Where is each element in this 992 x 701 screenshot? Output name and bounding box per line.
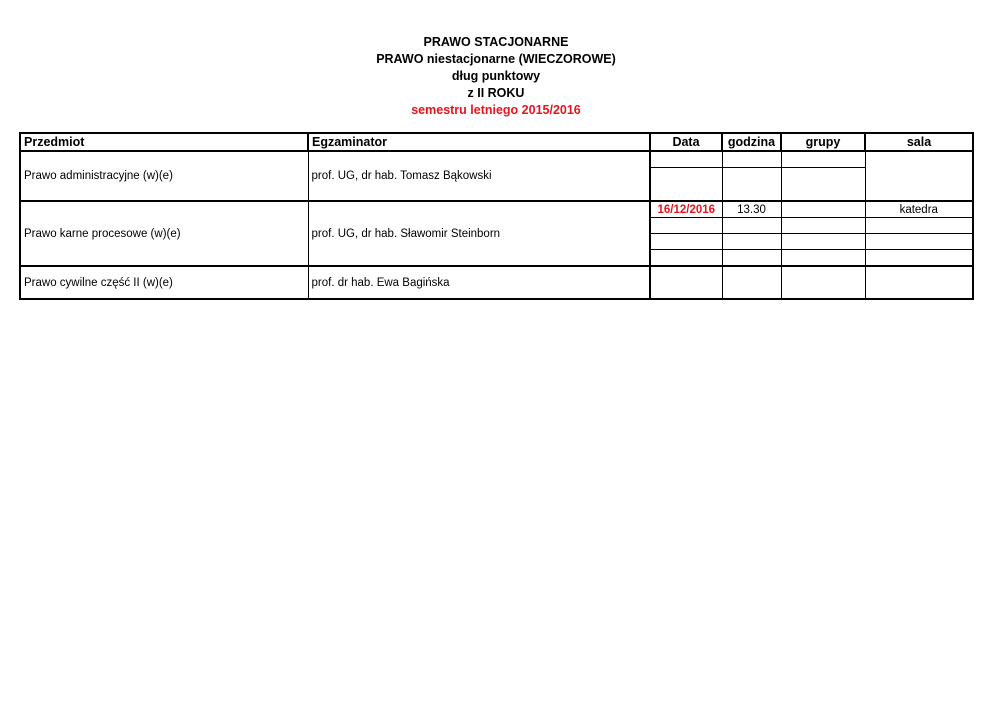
- date-cell: [650, 151, 722, 168]
- column-header-room: sala: [865, 133, 973, 151]
- table-row: [20, 266, 973, 299]
- column-header-date: Data: [650, 133, 722, 151]
- date-cell: 16/12/2016: [650, 201, 722, 218]
- title-line-1: PRAWO STACJONARNE: [423, 35, 569, 49]
- examiner-cell: prof. UG, dr hab. Sławomir Steinborn: [308, 201, 650, 266]
- time-cell: 13.30: [722, 201, 781, 218]
- column-header-groups: grupy: [781, 133, 865, 151]
- exam-schedule-table: [19, 132, 974, 300]
- semester-line: semestru letniego 2015/2016: [411, 103, 581, 117]
- date-cell: [650, 250, 722, 267]
- subject-cell: Prawo karne procesowe (w)(e): [20, 201, 308, 266]
- groups-cell: [781, 151, 865, 168]
- groups-cell: [781, 218, 865, 234]
- column-header-examiner: Egzaminator: [308, 133, 650, 151]
- groups-cell: [781, 234, 865, 250]
- title-line-4: z II ROKU: [467, 86, 525, 100]
- date-cell: [650, 168, 722, 201]
- examiner-cell: prof. UG, dr hab. Tomasz Bąkowski: [308, 151, 650, 201]
- column-header-subject: Przedmiot: [20, 133, 308, 151]
- room-cell: [865, 266, 973, 299]
- document-header: [0, 34, 992, 119]
- date-cell: [650, 234, 722, 250]
- time-cell: [722, 168, 781, 201]
- groups-cell: [781, 201, 865, 218]
- groups-cell: [781, 266, 865, 299]
- room-cell: [865, 151, 973, 201]
- room-cell: [865, 250, 973, 267]
- table-row: [20, 201, 973, 218]
- date-cell: [650, 218, 722, 234]
- time-cell: [722, 151, 781, 168]
- room-cell: [865, 234, 973, 250]
- subject-cell: Prawo cywilne część II (w)(e): [20, 266, 308, 299]
- subject-cell: Prawo administracyjne (w)(e): [20, 151, 308, 201]
- table-header-row: [20, 133, 973, 151]
- time-cell: [722, 266, 781, 299]
- room-cell: [865, 218, 973, 234]
- title-line-2: PRAWO niestacjonarne (WIECZOROWE): [376, 52, 616, 66]
- table-row: [20, 151, 973, 168]
- time-cell: [722, 250, 781, 267]
- title-line-3: dług punktowy: [451, 69, 541, 83]
- room-cell: katedra: [865, 201, 973, 218]
- time-cell: [722, 234, 781, 250]
- groups-cell: [781, 250, 865, 267]
- groups-cell: [781, 168, 865, 201]
- date-cell: [650, 266, 722, 299]
- time-cell: [722, 218, 781, 234]
- examiner-cell: prof. dr hab. Ewa Bagińska: [308, 266, 650, 299]
- column-header-time: godzina: [722, 133, 781, 151]
